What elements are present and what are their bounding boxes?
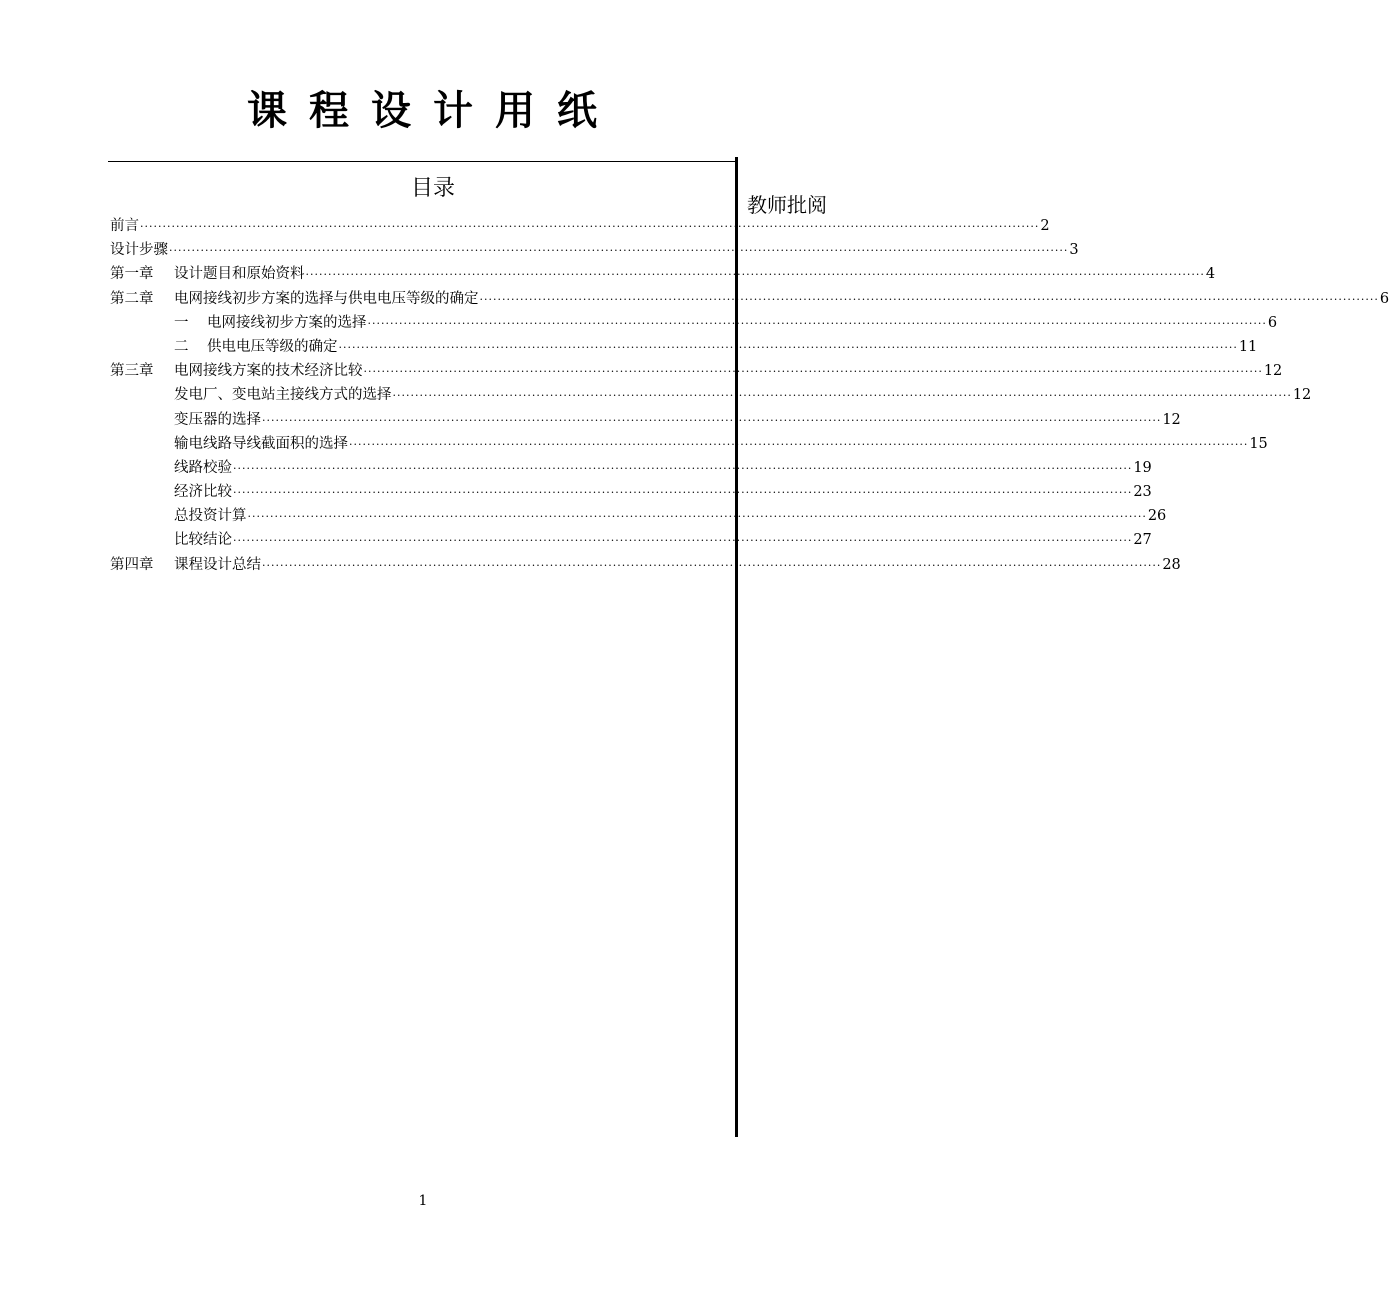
toc-leader-dots: ········································································································································································································ (349, 437, 1249, 451)
page-number: 1 (418, 1193, 428, 1209)
toc-leader-dots: ········································································································································································································ (363, 365, 1263, 379)
toc-leader-dots: ········································································································································································································ (247, 510, 1147, 524)
toc-page-number: 12 (1292, 387, 1312, 404)
toc-chapter-label: 第二章 (110, 290, 154, 307)
toc-leader-dots: ········································································································································································································ (479, 292, 1379, 306)
toc-entry-title: 课程设计总结 (174, 556, 261, 573)
toc-entry[interactable] (110, 456, 1152, 480)
toc-entry[interactable] (110, 504, 1167, 528)
toc-entry-title: 设计步骤 (110, 242, 168, 259)
teacher-review-label: 教师批阅 (747, 193, 827, 217)
toc-page-number: 6 (1267, 314, 1278, 331)
toc-entry-title: 电网接线方案的技术经济比较 (174, 363, 363, 380)
toc-page-number: 26 (1147, 508, 1167, 525)
toc-entry-title: 变压器的选择 (174, 411, 261, 428)
table-of-contents (110, 214, 1389, 577)
toc-leader-dots: ········································································································································································································ (338, 340, 1238, 354)
toc-entry[interactable] (110, 383, 1312, 407)
toc-leader-dots: ········································································································································································································ (392, 389, 1292, 403)
toc-entry-title: 供电电压等级的确定 (207, 338, 338, 355)
toc-page-number: 19 (1133, 459, 1152, 476)
toc-page-number: 11 (1238, 338, 1258, 355)
toc-leader-dots: ········································································································································································································ (262, 558, 1162, 572)
toc-page-number: 2 (1040, 218, 1050, 234)
toc-leader-dots: ········································································································································································································ (367, 316, 1267, 330)
toc-page-number: 27 (1133, 532, 1152, 549)
toc-entry-title: 线路校验 (174, 459, 232, 476)
toc-entry-title: 电网接线初步方案的选择 (207, 314, 367, 331)
toc-entry-title: 设计题目和原始资料 (174, 266, 305, 283)
toc-section-prefix: 二 (174, 338, 189, 355)
toc-entry[interactable] (110, 480, 1152, 504)
toc-chapter-label: 第一章 (110, 266, 154, 283)
toc-chapter-label: 第四章 (110, 556, 154, 573)
toc-page-number: 28 (1162, 556, 1181, 573)
toc-leader-dots: ········································································································································································································ (305, 268, 1205, 282)
page-title: 课程设计用纸 (247, 88, 619, 134)
toc-entry[interactable] (110, 335, 1258, 359)
toc-entry-title: 输电线路导线截面积的选择 (174, 435, 348, 452)
toc-entry[interactable] (110, 238, 1079, 262)
toc-page-number: 3 (1069, 242, 1079, 259)
toc-entry-title: 经济比较 (174, 484, 232, 501)
toc-leader-dots: ········································································································································································································ (233, 486, 1133, 500)
toc-leader-dots: ········································································································································································································ (233, 461, 1133, 475)
toc-entry[interactable] (110, 359, 1283, 383)
toc-page-number: 6 (1379, 290, 1389, 307)
toc-entry[interactable] (110, 262, 1216, 286)
toc-entry-title: 总投资计算 (174, 508, 247, 525)
toc-entry-title: 比较结论 (174, 532, 232, 549)
toc-page-number: 15 (1249, 435, 1268, 452)
toc-entry[interactable] (110, 408, 1181, 432)
toc-entry[interactable] (110, 432, 1268, 456)
toc-page-number: 12 (1162, 411, 1181, 428)
toc-leader-dots: ········································································································································································································ (233, 534, 1133, 548)
toc-entry[interactable] (110, 214, 1050, 238)
toc-chapter-label: 第三章 (110, 363, 154, 380)
toc-entry-title: 发电厂、变电站主接线方式的选择 (174, 387, 392, 404)
toc-page-number: 4 (1205, 266, 1216, 283)
toc-heading: 目录 (410, 176, 455, 201)
toc-leader-dots: ········································································································································································································ (169, 244, 1069, 258)
toc-leader-dots: ········································································································································································································ (140, 220, 1040, 233)
toc-entry[interactable] (110, 528, 1152, 552)
toc-page-number: 23 (1133, 484, 1152, 501)
toc-entry[interactable] (110, 311, 1278, 335)
toc-entry[interactable] (110, 553, 1181, 577)
toc-entry[interactable] (110, 287, 1389, 311)
toc-entry-title: 电网接线初步方案的选择与供电电压等级的确定 (174, 290, 479, 307)
toc-entry-title: 前言 (110, 218, 139, 234)
toc-leader-dots: ········································································································································································································ (262, 413, 1162, 427)
toc-section-prefix: 一 (174, 314, 189, 331)
header-divider (108, 161, 737, 162)
toc-page-number: 12 (1263, 363, 1283, 380)
